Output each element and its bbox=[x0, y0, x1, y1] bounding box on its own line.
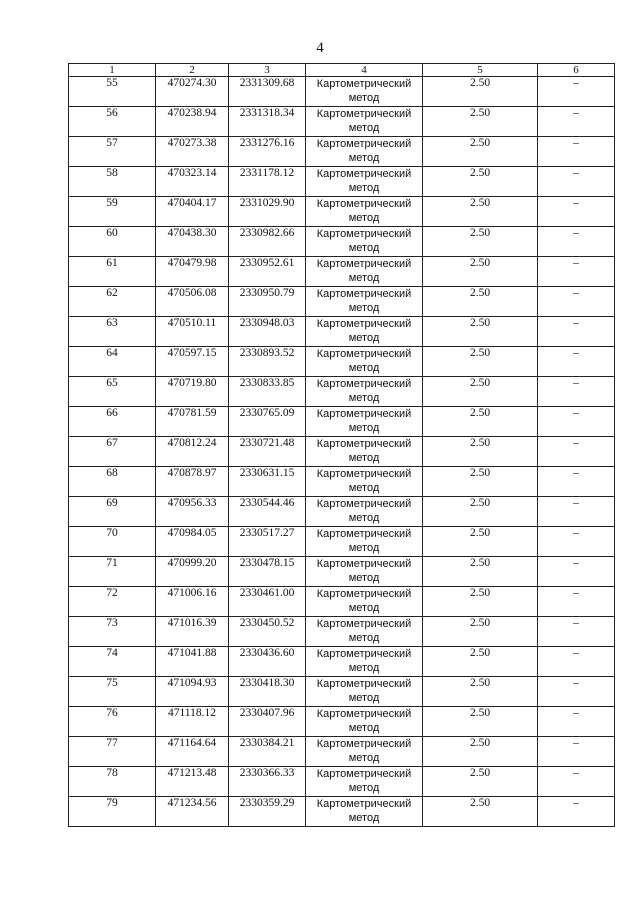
table-row bbox=[69, 107, 615, 137]
method-line-1: Картометрический bbox=[316, 738, 412, 750]
x-coordinate-cell: 470999.20 bbox=[156, 557, 229, 587]
x-coordinate-cell: 471041.88 bbox=[156, 647, 229, 677]
point-number-cell: 70 bbox=[69, 527, 156, 557]
accuracy-cell: 2.50 bbox=[423, 707, 538, 737]
method-cell bbox=[306, 317, 423, 347]
y-coordinate-cell: 2330359.29 bbox=[229, 797, 306, 827]
table-row bbox=[69, 227, 615, 257]
table-row bbox=[69, 677, 615, 707]
accuracy-cell: 2.50 bbox=[423, 317, 538, 347]
x-coordinate-cell: 470274.30 bbox=[156, 77, 229, 107]
table-row bbox=[69, 317, 615, 347]
method-cell bbox=[306, 737, 423, 767]
y-coordinate-cell: 2330517.27 bbox=[229, 527, 306, 557]
method-line-1: Картометрический bbox=[316, 798, 412, 810]
method-cell bbox=[306, 197, 423, 227]
y-coordinate-cell: 2331029.90 bbox=[229, 197, 306, 227]
table-row bbox=[69, 797, 615, 827]
note-cell: – bbox=[538, 347, 615, 377]
point-number-cell: 71 bbox=[69, 557, 156, 587]
method-cell bbox=[306, 767, 423, 797]
note-cell: – bbox=[538, 137, 615, 167]
table-header bbox=[69, 64, 615, 77]
header-cell-3: 3 bbox=[229, 64, 306, 77]
y-coordinate-cell: 2330631.15 bbox=[229, 467, 306, 497]
method-line-1: Картометрический bbox=[316, 168, 412, 180]
note-cell: – bbox=[538, 227, 615, 257]
note-cell: – bbox=[538, 617, 615, 647]
header-cell-4: 4 bbox=[306, 64, 423, 77]
point-number-cell: 72 bbox=[69, 587, 156, 617]
method-cell bbox=[306, 107, 423, 137]
point-number-cell: 55 bbox=[69, 77, 156, 107]
note-cell: – bbox=[538, 257, 615, 287]
method-line-2: метод bbox=[348, 512, 380, 524]
x-coordinate-cell: 471016.39 bbox=[156, 617, 229, 647]
point-number-cell: 62 bbox=[69, 287, 156, 317]
method-line-1: Картометрический bbox=[316, 228, 412, 240]
method-cell bbox=[306, 527, 423, 557]
y-coordinate-cell: 2330366.33 bbox=[229, 767, 306, 797]
point-number-cell: 58 bbox=[69, 167, 156, 197]
method-line-1: Картометрический bbox=[316, 138, 412, 150]
method-cell bbox=[306, 707, 423, 737]
note-cell: – bbox=[538, 377, 615, 407]
table-row bbox=[69, 497, 615, 527]
y-coordinate-cell: 2330833.85 bbox=[229, 377, 306, 407]
method-line-2: метод bbox=[348, 782, 380, 794]
method-cell bbox=[306, 77, 423, 107]
table-row bbox=[69, 587, 615, 617]
method-cell bbox=[306, 137, 423, 167]
method-cell bbox=[306, 557, 423, 587]
y-coordinate-cell: 2330950.79 bbox=[229, 287, 306, 317]
coordinates-table bbox=[68, 63, 615, 827]
x-coordinate-cell: 470781.59 bbox=[156, 407, 229, 437]
x-coordinate-cell: 470597.15 bbox=[156, 347, 229, 377]
method-line-1: Картометрический bbox=[316, 708, 412, 720]
method-line-1: Картометрический bbox=[316, 378, 412, 390]
note-cell: – bbox=[538, 767, 615, 797]
y-coordinate-cell: 2330407.96 bbox=[229, 707, 306, 737]
x-coordinate-cell: 470956.33 bbox=[156, 497, 229, 527]
accuracy-cell: 2.50 bbox=[423, 617, 538, 647]
note-cell: – bbox=[538, 437, 615, 467]
method-line-2: метод bbox=[348, 572, 380, 584]
x-coordinate-cell: 470273.38 bbox=[156, 137, 229, 167]
point-number-cell: 73 bbox=[69, 617, 156, 647]
method-cell bbox=[306, 647, 423, 677]
method-line-2: метод bbox=[348, 302, 380, 314]
method-line-2: метод bbox=[348, 752, 380, 764]
method-line-2: метод bbox=[348, 212, 380, 224]
x-coordinate-cell: 470719.80 bbox=[156, 377, 229, 407]
y-coordinate-cell: 2330450.52 bbox=[229, 617, 306, 647]
note-cell: – bbox=[538, 587, 615, 617]
y-coordinate-cell: 2331309.68 bbox=[229, 77, 306, 107]
accuracy-cell: 2.50 bbox=[423, 797, 538, 827]
x-coordinate-cell: 470438.30 bbox=[156, 227, 229, 257]
header-cell-1: 1 bbox=[69, 64, 156, 77]
table-row bbox=[69, 197, 615, 227]
method-line-1: Картометрический bbox=[316, 348, 412, 360]
x-coordinate-cell: 470812.24 bbox=[156, 437, 229, 467]
note-cell: – bbox=[538, 737, 615, 767]
x-coordinate-cell: 471164.64 bbox=[156, 737, 229, 767]
note-cell: – bbox=[538, 647, 615, 677]
method-cell bbox=[306, 617, 423, 647]
y-coordinate-cell: 2331276.16 bbox=[229, 137, 306, 167]
y-coordinate-cell: 2330893.52 bbox=[229, 347, 306, 377]
method-line-1: Картометрический bbox=[316, 108, 412, 120]
method-line-1: Картометрический bbox=[316, 768, 412, 780]
x-coordinate-cell: 471213.48 bbox=[156, 767, 229, 797]
note-cell: – bbox=[538, 797, 615, 827]
accuracy-cell: 2.50 bbox=[423, 227, 538, 257]
note-cell: – bbox=[538, 407, 615, 437]
x-coordinate-cell: 470984.05 bbox=[156, 527, 229, 557]
table-row bbox=[69, 617, 615, 647]
method-line-2: метод bbox=[348, 722, 380, 734]
accuracy-cell: 2.50 bbox=[423, 257, 538, 287]
point-number-cell: 78 bbox=[69, 767, 156, 797]
method-cell bbox=[306, 227, 423, 257]
table-row bbox=[69, 77, 615, 107]
method-line-1: Картометрический bbox=[316, 468, 412, 480]
point-number-cell: 79 bbox=[69, 797, 156, 827]
method-line-1: Картометрический bbox=[316, 498, 412, 510]
method-line-2: метод bbox=[348, 362, 380, 374]
method-line-2: метод bbox=[348, 482, 380, 494]
note-cell: – bbox=[538, 497, 615, 527]
accuracy-cell: 2.50 bbox=[423, 527, 538, 557]
accuracy-cell: 2.50 bbox=[423, 407, 538, 437]
table-row bbox=[69, 527, 615, 557]
x-coordinate-cell: 470323.14 bbox=[156, 167, 229, 197]
point-number-cell: 75 bbox=[69, 677, 156, 707]
accuracy-cell: 2.50 bbox=[423, 137, 538, 167]
table-row bbox=[69, 557, 615, 587]
header-cell-2: 2 bbox=[156, 64, 229, 77]
method-line-2: метод bbox=[348, 452, 380, 464]
point-number-cell: 69 bbox=[69, 497, 156, 527]
method-cell bbox=[306, 677, 423, 707]
point-number-cell: 65 bbox=[69, 377, 156, 407]
table-row bbox=[69, 707, 615, 737]
x-coordinate-cell: 471118.12 bbox=[156, 707, 229, 737]
y-coordinate-cell: 2330478.15 bbox=[229, 557, 306, 587]
x-coordinate-cell: 470404.17 bbox=[156, 197, 229, 227]
accuracy-cell: 2.50 bbox=[423, 557, 538, 587]
point-number-cell: 59 bbox=[69, 197, 156, 227]
method-line-2: метод bbox=[348, 272, 380, 284]
method-line-2: метод bbox=[348, 152, 380, 164]
method-line-1: Картометрический bbox=[316, 648, 412, 660]
point-number-cell: 67 bbox=[69, 437, 156, 467]
method-line-1: Картометрический bbox=[316, 558, 412, 570]
accuracy-cell: 2.50 bbox=[423, 77, 538, 107]
x-coordinate-cell: 470510.11 bbox=[156, 317, 229, 347]
point-number-cell: 61 bbox=[69, 257, 156, 287]
x-coordinate-cell: 471234.56 bbox=[156, 797, 229, 827]
page-number: 4 bbox=[316, 40, 324, 56]
point-number-cell: 68 bbox=[69, 467, 156, 497]
point-number-cell: 64 bbox=[69, 347, 156, 377]
note-cell: – bbox=[538, 527, 615, 557]
method-line-2: метод bbox=[348, 812, 380, 824]
x-coordinate-cell: 470238.94 bbox=[156, 107, 229, 137]
table-row bbox=[69, 467, 615, 497]
method-line-2: метод bbox=[348, 602, 380, 614]
method-cell bbox=[306, 467, 423, 497]
method-cell bbox=[306, 257, 423, 287]
table-row bbox=[69, 257, 615, 287]
method-line-1: Картометрический bbox=[316, 618, 412, 630]
note-cell: – bbox=[538, 107, 615, 137]
y-coordinate-cell: 2330982.66 bbox=[229, 227, 306, 257]
y-coordinate-cell: 2330384.21 bbox=[229, 737, 306, 767]
table-row bbox=[69, 407, 615, 437]
method-cell bbox=[306, 347, 423, 377]
table-row bbox=[69, 287, 615, 317]
table-row bbox=[69, 377, 615, 407]
method-cell bbox=[306, 587, 423, 617]
table-row bbox=[69, 137, 615, 167]
y-coordinate-cell: 2330418.30 bbox=[229, 677, 306, 707]
method-line-2: метод bbox=[348, 122, 380, 134]
method-line-1: Картометрический bbox=[316, 288, 412, 300]
header-cell-6: 6 bbox=[538, 64, 615, 77]
method-line-1: Картометрический bbox=[316, 318, 412, 330]
y-coordinate-cell: 2330544.46 bbox=[229, 497, 306, 527]
y-coordinate-cell: 2331178.12 bbox=[229, 167, 306, 197]
method-cell bbox=[306, 377, 423, 407]
accuracy-cell: 2.50 bbox=[423, 767, 538, 797]
accuracy-cell: 2.50 bbox=[423, 167, 538, 197]
y-coordinate-cell: 2330721.48 bbox=[229, 437, 306, 467]
note-cell: – bbox=[538, 167, 615, 197]
accuracy-cell: 2.50 bbox=[423, 497, 538, 527]
accuracy-cell: 2.50 bbox=[423, 197, 538, 227]
point-number-cell: 57 bbox=[69, 137, 156, 167]
note-cell: – bbox=[538, 197, 615, 227]
x-coordinate-cell: 471006.16 bbox=[156, 587, 229, 617]
y-coordinate-cell: 2330765.09 bbox=[229, 407, 306, 437]
point-number-cell: 77 bbox=[69, 737, 156, 767]
note-cell: – bbox=[538, 317, 615, 347]
accuracy-cell: 2.50 bbox=[423, 467, 538, 497]
accuracy-cell: 2.50 bbox=[423, 647, 538, 677]
method-line-1: Картометрический bbox=[316, 438, 412, 450]
y-coordinate-cell: 2330948.03 bbox=[229, 317, 306, 347]
note-cell: – bbox=[538, 707, 615, 737]
point-number-cell: 63 bbox=[69, 317, 156, 347]
method-line-1: Картометрический bbox=[316, 678, 412, 690]
point-number-cell: 60 bbox=[69, 227, 156, 257]
note-cell: – bbox=[538, 677, 615, 707]
note-cell: – bbox=[538, 77, 615, 107]
point-number-cell: 76 bbox=[69, 707, 156, 737]
point-number-cell: 66 bbox=[69, 407, 156, 437]
method-line-1: Картометрический bbox=[316, 588, 412, 600]
method-line-1: Картометрический bbox=[316, 528, 412, 540]
method-line-2: метод bbox=[348, 692, 380, 704]
method-line-2: метод bbox=[348, 92, 380, 104]
method-line-2: метод bbox=[348, 632, 380, 644]
note-cell: – bbox=[538, 467, 615, 497]
method-line-1: Картометрический bbox=[316, 258, 412, 270]
method-line-2: метод bbox=[348, 332, 380, 344]
accuracy-cell: 2.50 bbox=[423, 737, 538, 767]
x-coordinate-cell: 470878.97 bbox=[156, 467, 229, 497]
accuracy-cell: 2.50 bbox=[423, 377, 538, 407]
x-coordinate-cell: 470479.98 bbox=[156, 257, 229, 287]
method-cell bbox=[306, 497, 423, 527]
table-row bbox=[69, 437, 615, 467]
x-coordinate-cell: 470506.08 bbox=[156, 287, 229, 317]
table-row bbox=[69, 347, 615, 377]
method-cell bbox=[306, 287, 423, 317]
method-cell bbox=[306, 437, 423, 467]
accuracy-cell: 2.50 bbox=[423, 347, 538, 377]
method-cell bbox=[306, 407, 423, 437]
table-row bbox=[69, 737, 615, 767]
accuracy-cell: 2.50 bbox=[423, 587, 538, 617]
y-coordinate-cell: 2330461.00 bbox=[229, 587, 306, 617]
method-line-1: Картометрический bbox=[316, 198, 412, 210]
point-number-cell: 74 bbox=[69, 647, 156, 677]
x-coordinate-cell: 471094.93 bbox=[156, 677, 229, 707]
note-cell: – bbox=[538, 557, 615, 587]
y-coordinate-cell: 2331318.34 bbox=[229, 107, 306, 137]
table-row bbox=[69, 167, 615, 197]
method-line-2: метод bbox=[348, 422, 380, 434]
table-row bbox=[69, 767, 615, 797]
header-row bbox=[69, 64, 615, 77]
accuracy-cell: 2.50 bbox=[423, 287, 538, 317]
table-row bbox=[69, 647, 615, 677]
method-line-2: метод bbox=[348, 392, 380, 404]
method-cell bbox=[306, 167, 423, 197]
method-line-2: метод bbox=[348, 182, 380, 194]
accuracy-cell: 2.50 bbox=[423, 107, 538, 137]
method-line-2: метод bbox=[348, 542, 380, 554]
method-line-1: Картометрический bbox=[316, 78, 412, 90]
point-number-cell: 56 bbox=[69, 107, 156, 137]
table-body bbox=[69, 77, 615, 827]
accuracy-cell: 2.50 bbox=[423, 677, 538, 707]
note-cell: – bbox=[538, 287, 615, 317]
accuracy-cell: 2.50 bbox=[423, 437, 538, 467]
y-coordinate-cell: 2330952.61 bbox=[229, 257, 306, 287]
header-cell-5: 5 bbox=[423, 64, 538, 77]
method-line-1: Картометрический bbox=[316, 408, 412, 420]
y-coordinate-cell: 2330436.60 bbox=[229, 647, 306, 677]
method-line-2: метод bbox=[348, 662, 380, 674]
method-line-2: метод bbox=[348, 242, 380, 254]
method-cell bbox=[306, 797, 423, 827]
